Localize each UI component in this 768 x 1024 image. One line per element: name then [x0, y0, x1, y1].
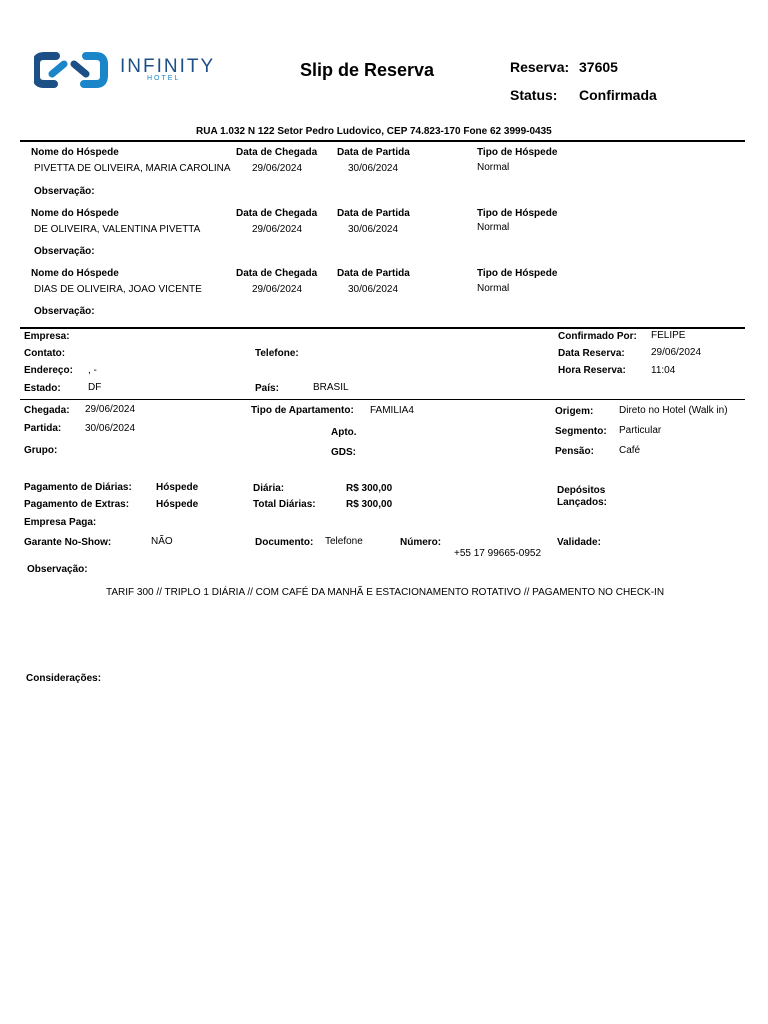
- segmento-label: Segmento:: [555, 426, 607, 437]
- guest-type: Normal: [477, 222, 510, 233]
- pag-extras-label: Pagamento de Extras:: [24, 499, 130, 510]
- hora-reserva-value: 11:04: [651, 365, 676, 376]
- empresa-paga-label: Empresa Paga:: [24, 517, 97, 528]
- guest-note-label: Observação:: [34, 246, 95, 257]
- guest-arrival-label: Data de Chegada: [236, 268, 318, 279]
- guest-departure: 30/06/2024: [348, 284, 399, 295]
- guest-arrival-label: Data de Chegada: [236, 208, 318, 219]
- guest-name: DE OLIVEIRA, VALENTINA PIVETTA: [34, 224, 201, 235]
- logo-subtitle: HOTEL: [147, 75, 181, 82]
- hora-reserva-label: Hora Reserva:: [558, 365, 626, 376]
- documento-label: Documento:: [255, 537, 314, 548]
- page-title: Slip de Reserva: [300, 60, 435, 80]
- lancados-label: Lançados:: [557, 497, 608, 508]
- tipo-apto-value: FAMILIA4: [370, 405, 414, 416]
- estado-value: DF: [88, 382, 102, 393]
- guest-name: PIVETTA DE OLIVEIRA, MARIA CAROLINA: [34, 163, 231, 174]
- consideracoes-label: Considerações:: [26, 673, 102, 684]
- divider-stay: [20, 399, 745, 400]
- pag-diarias-label: Pagamento de Diárias:: [24, 482, 132, 493]
- telefone-label: Telefone:: [255, 348, 299, 359]
- guest-departure-label: Data de Partida: [337, 268, 410, 279]
- divider-top: [20, 140, 745, 142]
- garante-value: NÃO: [151, 536, 173, 547]
- gds-label: GDS:: [331, 447, 356, 458]
- endereco-label: Endereço:: [24, 365, 73, 376]
- partida-label: Partida:: [24, 423, 62, 434]
- apto-label: Apto.: [331, 427, 357, 438]
- data-reserva-label: Data Reserva:: [558, 348, 625, 359]
- guest-type: Normal: [477, 283, 510, 294]
- reserva-number: 37605: [579, 59, 618, 75]
- pag-diarias-value: Hóspede: [156, 482, 199, 493]
- divider-company: [20, 327, 745, 329]
- guest-departure: 30/06/2024: [348, 163, 399, 174]
- data-reserva-value: 29/06/2024: [651, 347, 702, 358]
- origem-value: Direto no Hotel (Walk in): [619, 405, 728, 416]
- partida-value: 30/06/2024: [85, 423, 136, 434]
- total-diarias-value: R$ 300,00: [346, 499, 393, 510]
- chegada-label: Chegada:: [24, 405, 70, 416]
- chegada-value: 29/06/2024: [85, 404, 136, 415]
- documento-value: Telefone: [325, 536, 363, 547]
- numero-value: +55 17 99665-0952: [454, 548, 542, 559]
- hotel-logo: [34, 50, 214, 101]
- observacao-text: TARIF 300 // TRIPLO 1 DIÁRIA // COM CAFÉ DA MANHÃ E ESTACIONAMENTO ROTATIVO // PAGAMENTO NO CHECK-IN: [106, 587, 665, 598]
- guest-name-label: Nome do Hóspede: [31, 147, 119, 158]
- guest-arrival: 29/06/2024: [252, 224, 303, 235]
- status-label: Status:: [510, 87, 558, 103]
- pag-extras-value: Hóspede: [156, 499, 199, 510]
- guest-departure-label: Data de Partida: [337, 208, 410, 219]
- reserva-label: Reserva:: [510, 59, 570, 75]
- guest-type-label: Tipo de Hóspede: [477, 147, 558, 158]
- guest-arrival-label: Data de Chegada: [236, 147, 318, 158]
- contato-label: Contato:: [24, 348, 66, 359]
- diaria-value: R$ 300,00: [346, 483, 393, 494]
- observacao-label: Observação:: [27, 564, 88, 575]
- guest-arrival: 29/06/2024: [252, 284, 303, 295]
- segmento-value: Particular: [619, 425, 662, 436]
- grupo-label: Grupo:: [24, 445, 58, 456]
- guest-departure-label: Data de Partida: [337, 147, 410, 158]
- status-value: Confirmada: [579, 87, 657, 103]
- confirmado-label: Confirmado Por:: [558, 331, 637, 342]
- endereco-value: , -: [88, 365, 97, 376]
- depositos-label: Depósitos: [557, 485, 606, 496]
- empresa-label: Empresa:: [24, 331, 70, 342]
- logo-name: INFINITY: [120, 56, 216, 77]
- confirmado-value: FELIPE: [651, 330, 686, 341]
- validade-label: Validade:: [557, 537, 601, 548]
- pensao-label: Pensão:: [555, 446, 594, 457]
- guest-name-label: Nome do Hóspede: [31, 268, 119, 279]
- total-diarias-label: Total Diárias:: [253, 499, 316, 510]
- guest-type-label: Tipo de Hóspede: [477, 208, 558, 219]
- pais-label: País:: [255, 383, 279, 394]
- pais-value: BRASIL: [313, 382, 349, 393]
- diaria-label: Diária:: [253, 483, 285, 494]
- guest-arrival: 29/06/2024: [252, 163, 303, 174]
- guest-type: Normal: [477, 162, 510, 173]
- numero-label: Número:: [400, 537, 442, 548]
- guest-note-label: Observação:: [34, 186, 95, 197]
- guest-departure: 30/06/2024: [348, 224, 399, 235]
- guest-type-label: Tipo de Hóspede: [477, 268, 558, 279]
- garante-label: Garante No-Show:: [24, 537, 112, 548]
- guest-note-label: Observação:: [34, 306, 95, 317]
- tipo-apto-label: Tipo de Apartamento:: [251, 405, 354, 416]
- hotel-address: RUA 1.032 N 122 Setor Pedro Ludovico, CEP 74.823-170 Fone 62 3999-0435: [196, 126, 552, 137]
- estado-label: Estado:: [24, 383, 61, 394]
- guest-name: DIAS DE OLIVEIRA, JOAO VICENTE: [34, 284, 202, 295]
- pensao-value: Café: [619, 445, 641, 456]
- guest-name-label: Nome do Hóspede: [31, 208, 119, 219]
- origem-label: Origem:: [555, 406, 594, 417]
